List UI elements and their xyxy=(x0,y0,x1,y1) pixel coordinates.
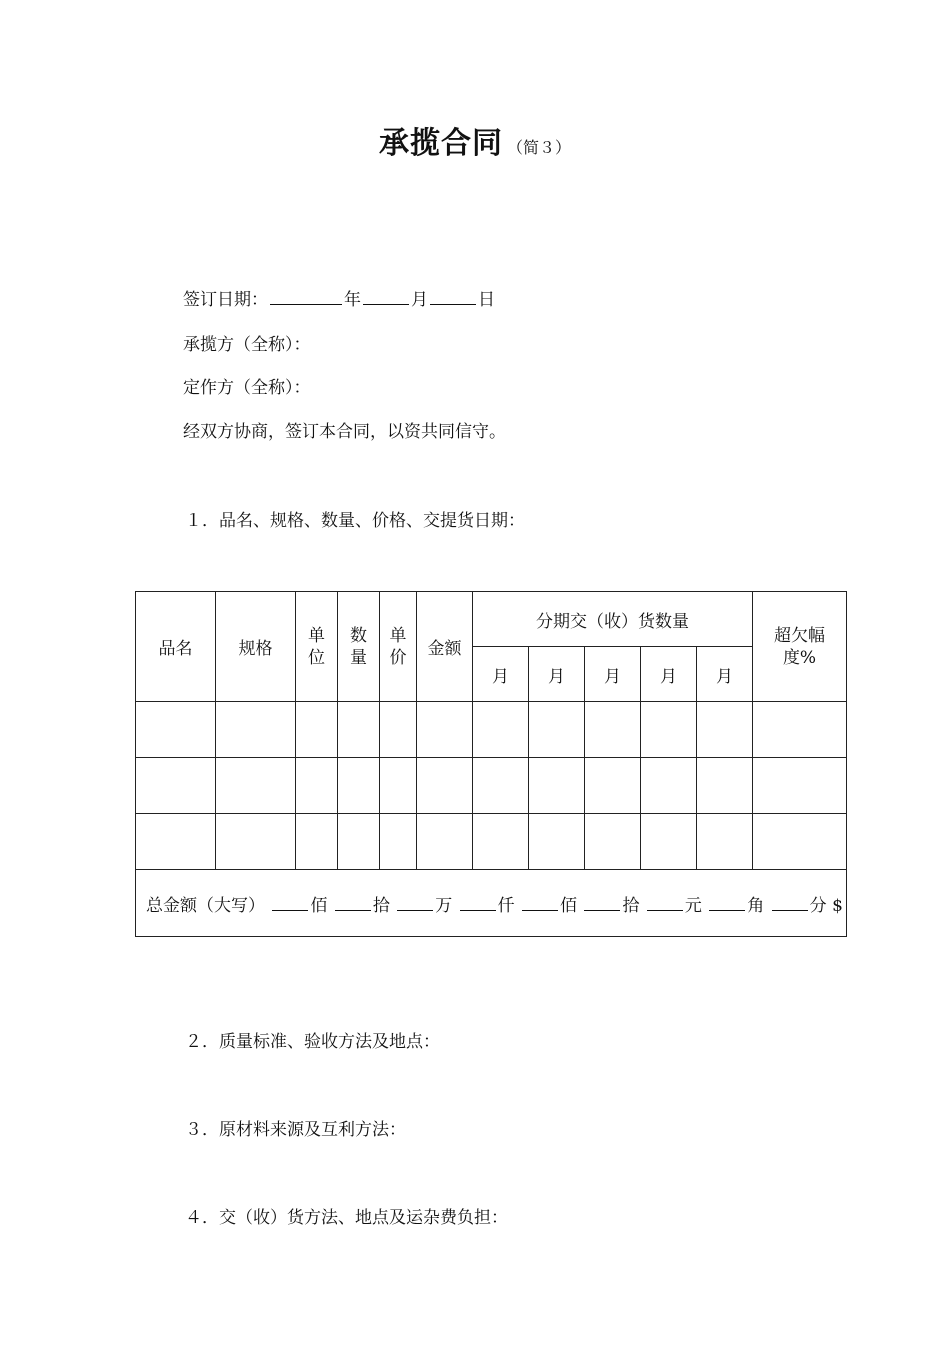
table-cell[interactable] xyxy=(529,758,585,814)
header-month-1: 月 xyxy=(473,647,529,702)
table-row xyxy=(136,814,847,870)
table-cell[interactable] xyxy=(529,702,585,758)
header-row-1 xyxy=(136,592,847,647)
total-unit: 元 xyxy=(684,895,702,916)
day-label: 日 xyxy=(478,290,495,310)
table-cell[interactable] xyxy=(529,814,585,870)
header-month-3: 月 xyxy=(585,647,641,702)
table-cell[interactable] xyxy=(697,758,753,814)
table-cell[interactable] xyxy=(380,814,417,870)
table-cell[interactable] xyxy=(641,702,697,758)
orderer-line: 定作方（全称）： xyxy=(183,378,311,398)
day-blank[interactable] xyxy=(430,288,476,305)
title-sub: （简３） xyxy=(506,138,571,157)
total-unit: 万 xyxy=(435,895,453,916)
total-unit: 仟 xyxy=(497,895,515,916)
total-blank[interactable] xyxy=(584,896,620,911)
table-cell[interactable] xyxy=(216,702,296,758)
table-cell[interactable] xyxy=(216,758,296,814)
total-unit: 角 xyxy=(747,895,765,916)
header-variance-line-1: 超欠幅 xyxy=(774,625,826,646)
table-cell[interactable] xyxy=(417,702,473,758)
table-cell[interactable] xyxy=(380,702,417,758)
total-blank[interactable] xyxy=(772,896,808,911)
section-1-heading: １．品名、规格、数量、价格、交提货日期： xyxy=(185,511,525,531)
table-cell[interactable] xyxy=(216,814,296,870)
table-row xyxy=(136,702,847,758)
sign-date-line xyxy=(183,285,495,310)
section-4-heading: ４．交（收）货方法、地点及运杂费负担： xyxy=(185,1208,508,1228)
table-cell[interactable] xyxy=(136,702,216,758)
total-blank[interactable] xyxy=(460,896,496,911)
table-cell[interactable] xyxy=(338,702,380,758)
header-qty xyxy=(338,592,380,702)
total-unit: 佰 xyxy=(560,895,578,916)
header-month-2: 月 xyxy=(529,647,585,702)
currency-symbol: $ xyxy=(832,895,843,916)
table-cell[interactable] xyxy=(641,814,697,870)
table-cell[interactable] xyxy=(753,814,847,870)
table-cell[interactable] xyxy=(338,814,380,870)
section-2-heading: ２．质量标准、验收方法及地点： xyxy=(185,1032,440,1052)
total-amount-cell xyxy=(136,870,847,937)
year-label: 年 xyxy=(344,290,361,310)
table-cell[interactable] xyxy=(473,758,529,814)
intro-line: 经双方协商，签订本合同，以资共同信守。 xyxy=(183,422,506,442)
table-cell[interactable] xyxy=(585,814,641,870)
header-month-5: 月 xyxy=(697,647,753,702)
contractor-line: 承揽方（全称）： xyxy=(183,335,311,355)
table-cell[interactable] xyxy=(296,702,338,758)
total-unit: 拾 xyxy=(622,895,640,916)
header-price-char-2: 价 xyxy=(389,647,407,668)
total-blank[interactable] xyxy=(647,896,683,911)
table-cell[interactable] xyxy=(697,814,753,870)
table-cell[interactable] xyxy=(136,758,216,814)
total-unit: 佰 xyxy=(310,895,328,916)
table-cell[interactable] xyxy=(753,758,847,814)
table-cell[interactable] xyxy=(473,814,529,870)
total-blank[interactable] xyxy=(522,896,558,911)
table-cell[interactable] xyxy=(380,758,417,814)
total-label: 总金额（大写） xyxy=(146,895,265,916)
table-cell[interactable] xyxy=(697,702,753,758)
total-blank[interactable] xyxy=(709,896,745,911)
header-installment: 分期交（收）货数量 xyxy=(473,592,753,647)
header-name: 品名 xyxy=(136,592,216,702)
header-unit-char-2: 位 xyxy=(308,647,325,668)
year-blank[interactable] xyxy=(270,288,342,305)
header-qty-char-2: 量 xyxy=(350,647,367,668)
table-cell[interactable] xyxy=(473,702,529,758)
table-cell[interactable] xyxy=(585,758,641,814)
header-unit xyxy=(296,592,338,702)
total-blank[interactable] xyxy=(272,896,308,911)
total-blank[interactable] xyxy=(397,896,433,911)
total-unit: 分 xyxy=(809,895,827,916)
table-cell[interactable] xyxy=(585,702,641,758)
table-cell[interactable] xyxy=(641,758,697,814)
total-unit: 拾 xyxy=(372,895,390,916)
header-month-4: 月 xyxy=(641,647,697,702)
table-cell[interactable] xyxy=(136,814,216,870)
header-spec: 规格 xyxy=(216,592,296,702)
table-cell[interactable] xyxy=(338,758,380,814)
header-amount: 金额 xyxy=(417,592,473,702)
header-qty-char-1: 数 xyxy=(350,625,367,646)
header-price xyxy=(380,592,417,702)
goods-table xyxy=(135,591,847,937)
header-unit-char-1: 单 xyxy=(308,625,325,646)
total-blank[interactable] xyxy=(335,896,371,911)
header-variance-line-2: 度% xyxy=(782,647,817,668)
header-price-char-1: 单 xyxy=(389,625,407,646)
table-cell[interactable] xyxy=(296,814,338,870)
month-label: 月 xyxy=(411,290,428,310)
table-cell[interactable] xyxy=(417,758,473,814)
sign-date-label: 签订日期： xyxy=(183,290,268,310)
table-cell[interactable] xyxy=(417,814,473,870)
total-row xyxy=(136,870,847,937)
section-3-heading: ３．原材料来源及互利方法： xyxy=(185,1120,406,1140)
document-title xyxy=(0,118,950,162)
month-blank[interactable] xyxy=(363,288,409,305)
header-variance xyxy=(753,592,847,702)
table-cell[interactable] xyxy=(753,702,847,758)
title-main: 承揽合同 xyxy=(378,126,503,161)
table-cell[interactable] xyxy=(296,758,338,814)
table-row xyxy=(136,758,847,814)
